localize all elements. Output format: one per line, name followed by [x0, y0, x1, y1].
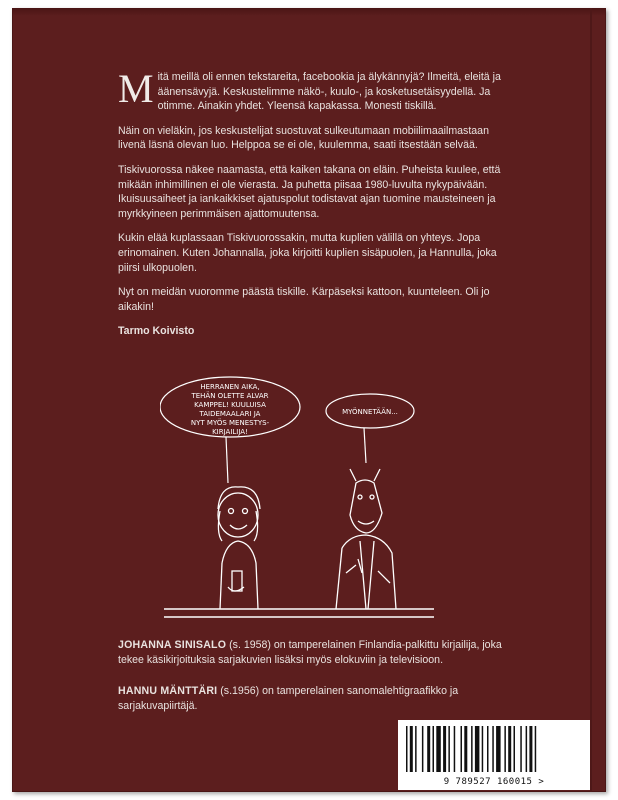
isbn-number: 9 789527 160015 >	[443, 777, 545, 787]
bubble-left-line-4: TAIDEMAALARI JA	[199, 410, 261, 418]
bio-johanna	[118, 638, 522, 667]
barcode-bar	[529, 726, 532, 772]
bio-hannu	[118, 684, 522, 713]
book-back-cover	[12, 8, 606, 792]
barcode-bar	[496, 726, 501, 772]
barcode-bar	[464, 726, 467, 772]
bar-counter	[164, 609, 434, 617]
barcode-bar	[415, 726, 417, 772]
barcode-bar	[520, 726, 522, 772]
comic-panel	[160, 373, 438, 623]
spine-edge	[590, 8, 592, 792]
barcode-bar	[504, 726, 506, 772]
blurb-text	[118, 66, 518, 349]
drop-cap: M	[118, 66, 154, 111]
barcode-bar	[492, 726, 494, 772]
isbn-barcode	[398, 720, 590, 790]
barcode-bar	[475, 726, 480, 772]
barcode-bar	[436, 726, 441, 772]
bubble-left-line-6: KIRJAILIJA!	[212, 428, 248, 436]
barcode-bar	[482, 726, 484, 772]
bubble-left-line-3: KAMPPEL! KUULUISA	[194, 401, 266, 409]
bubble-left-line-5: NYT MYÖS MENESTYS-	[190, 419, 270, 427]
barcode-bar	[454, 726, 456, 772]
speech-bubble-left	[160, 377, 300, 483]
barcode-bar	[526, 726, 528, 772]
barcode-bar	[443, 726, 446, 772]
bio-johanna-text: (s. 1958) on tamperelainen Finlandia-palkittu kirjailija, joka tekee käsikirjoituksia sarjakuvien lisäksi myös elokuviin ja televisioon.	[118, 639, 502, 666]
barcode-bar	[535, 726, 537, 772]
barcode-bar	[448, 726, 450, 772]
bio-hannu-name: HANNU MÄNTTÄRI	[118, 685, 218, 697]
blurb-paragraph-4: Kukin elää kuplassaan Tiskivuorossakin, mutta kuplien välillä on yhteys. Jopa erinomainen. Kuten Johannalla, joka kirjoitti kuplien sisäpuolen, ja Hannulla, joka piirsi ulkopuolen.	[118, 232, 497, 274]
woman-character	[218, 487, 260, 609]
bio-hannu-text: (s.1956) on tamperelainen sanomalehtigraafikko ja sarjakuvapiirtäjä.	[118, 685, 459, 712]
signature: Tarmo Koivisto	[118, 325, 195, 338]
barcode-bar	[427, 726, 430, 772]
barcode-bar	[508, 726, 511, 772]
barcode-bar	[461, 726, 463, 772]
barcode-bar	[410, 726, 413, 772]
blurb-paragraph-3: Tiskivuorossa näkee naamasta, että kaiken takana on eläin. Puheista kuulee, että mikään inhimillinen ei ole vierasta. Ja puhetta piisaa 1980-luvulta nykypäivään. Ikuisuusaiheet ja iankaikkiset ajatuspolut todistavat ajan tuomine mausteineen ja myrkkyineen perimmäisen ajattomuutensa.	[118, 163, 501, 220]
bubble-right-text: MYÖNNETÄÄN...	[342, 408, 398, 416]
barcode-bar	[433, 726, 435, 772]
bio-johanna-name: JOHANNA SINISALO	[118, 639, 227, 651]
barcode-bar	[487, 726, 489, 772]
bubble-left-line-2: TEHÄN OLETTE ALVAR	[191, 392, 269, 400]
bubble-left-line-1: HERRANEN AIKA,	[200, 383, 260, 391]
barcode-bar	[422, 726, 424, 772]
paragraph-1-text: itä meillä oli ennen tekstareita, facebookia ja älykännyjä? Ilmeitä, eleitä ja äänensävyjä. Keskustelimme näkö-, kuulo-, ja kosketusetäisyydellä. Ja otimme. Ainakin yhdet. Yleensä kapakassa. Monesti tiskillä.	[157, 71, 501, 113]
moose-character	[336, 469, 396, 609]
barcode-bar	[514, 726, 516, 772]
blurb-paragraph-5: Nyt on meidän vuoromme päästä tiskille. Kärpäseksi kattoon, kuunteleen. Oli jo aikakin!	[118, 286, 490, 313]
blurb-paragraph-2: Näin on vieläkin, jos keskustelijat suostuvat sulkeutumaan mobiilimaailmastaan livenä läsnä olevan luo. Helppoa se ei ole, kuulemma, saati itsestään selvää.	[118, 124, 489, 152]
speech-bubble-right	[326, 394, 414, 463]
barcode-bar	[406, 726, 408, 772]
barcode-bars	[404, 726, 584, 772]
top-edge-shade	[12, 8, 606, 16]
barcode-bar	[471, 726, 473, 772]
blurb-paragraph-1	[118, 66, 518, 114]
